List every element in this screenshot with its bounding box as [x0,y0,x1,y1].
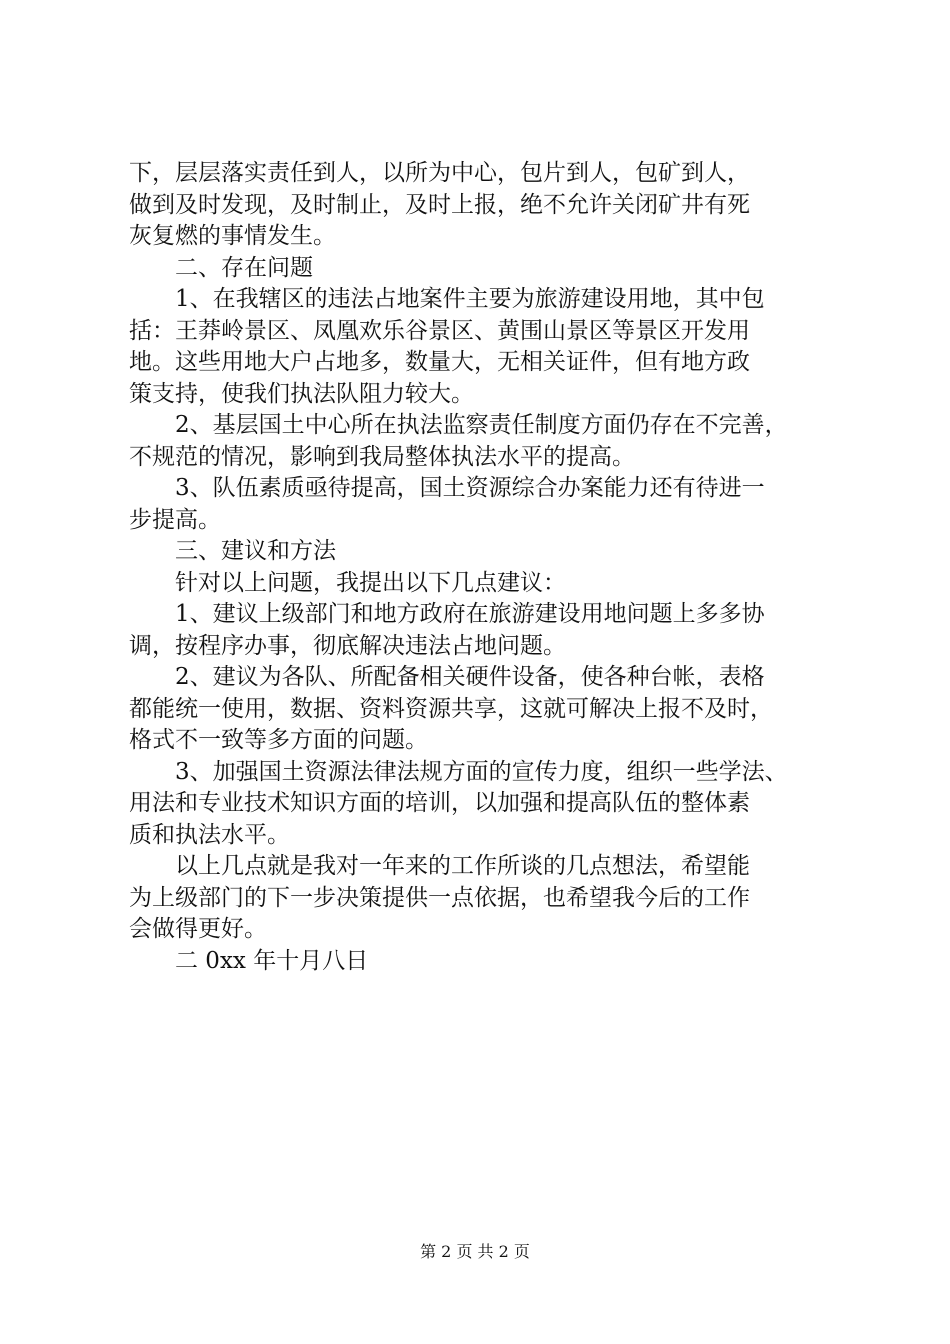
text-line: 下，层层落实责任到人，以所为中心，包片到人，包矿到人， [129,160,750,186]
text-line: 会做得更好。 [129,916,267,942]
text-line: 1、建议上级部门和地方政府在旅游建设用地问题上多多协 [129,601,765,627]
text-line: 以上几点就是我对一年来的工作所谈的几点想法，希望能 [129,853,750,879]
text-line: 做到及时发现，及时制止，及时上报，绝不允许关闭矿井有死 [129,191,750,218]
text-line: 1、在我辖区的违法占地案件主要为旅游建设用地，其中包 [129,286,765,312]
document-body [129,158,834,977]
text-line: 步提高。 [129,506,221,533]
text-line: 调，按程序办事，彻底解决违法占地问题。 [129,632,566,659]
page-footer: 第 2 页 共 2 页 [420,1242,530,1261]
text-line: 二 0xx 年十月八日 [129,947,369,974]
text-line: 3、加强国土资源法律法规方面的宣传力度，组织一些学法、 [129,758,788,785]
text-line: 灰复燃的事情发生。 [129,223,336,249]
text-line: 2、基层国土中心所在执法监察责任制度方面仍存在不完善， [129,412,788,438]
text-line: 2、建议为各队、所配备相关硬件设备，使各种台帐，表格 [129,664,765,690]
text-line: 针对以上问题，我提出以下几点建议： [129,569,566,596]
text-line: 都能统一使用，数据、资料资源共享，这就可解决上报不及时， [129,695,773,722]
text-line: 策支持，使我们执法队阻力较大。 [129,380,474,407]
text-line: 三、建议和方法 [129,538,336,564]
text-line: 括：王莽岭景区、凤凰欢乐谷景区、黄围山景区等景区开发用 [129,317,750,344]
text-line: 质和执法水平。 [129,821,290,848]
text-line: 地。这些用地大户占地多，数量大，无相关证件，但有地方政 [129,349,750,375]
text-line: 为上级部门的下一步决策提供一点依据，也希望我今后的工作 [129,884,750,911]
text-line: 用法和专业技术知识方面的培训，以加强和提高队伍的整体素 [129,790,750,816]
text-line: 格式不一致等多方面的问题。 [129,727,428,753]
text-line: 3、队伍素质亟待提高，国土资源综合办案能力还有待进一 [129,475,765,501]
text-line: 二、存在问题 [129,254,313,281]
text-line: 不规范的情况，影响到我局整体执法水平的提高。 [129,443,635,470]
